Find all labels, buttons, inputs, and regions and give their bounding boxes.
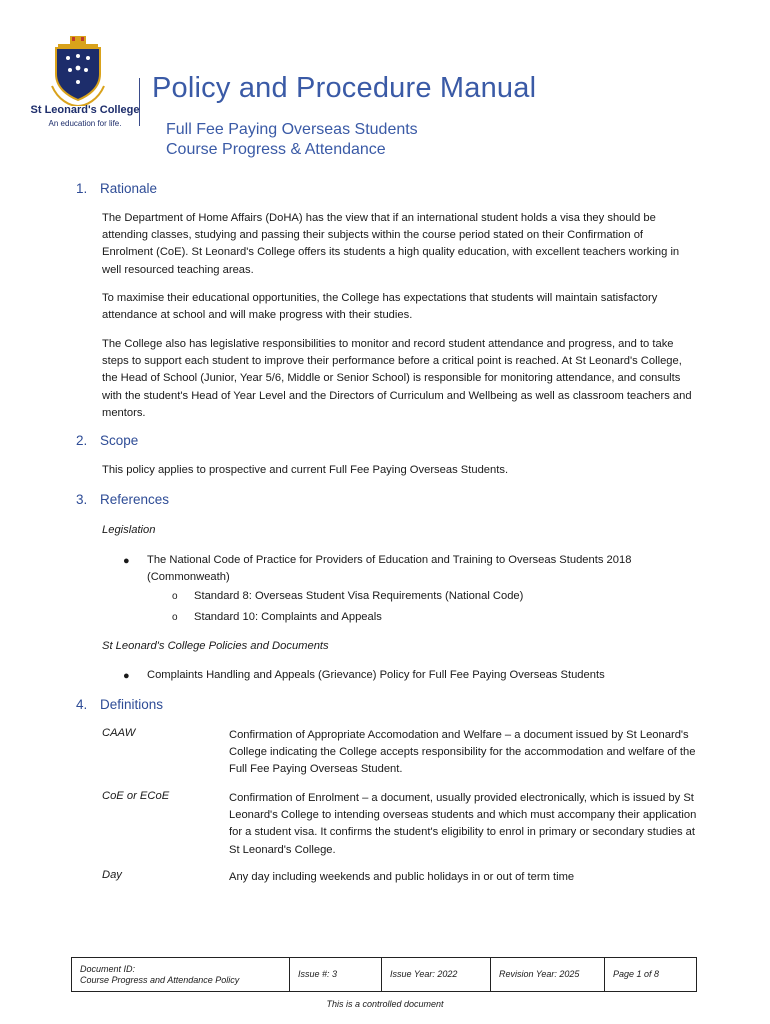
policies-label: St Leonard's College Policies and Documents bbox=[102, 640, 329, 652]
section-title: Definitions bbox=[100, 697, 164, 712]
section-heading-definitions bbox=[76, 697, 163, 712]
subtitle-line-1: Full Fee Paying Overseas Students bbox=[166, 121, 418, 138]
sub-bullet-icon: o bbox=[172, 591, 178, 602]
rationale-paragraph-2: To maximise their educational opportunities, the College has expectations that students will maintain satisfactory attendance at school and will make progress with their studies. bbox=[102, 292, 658, 322]
section-number: 4. bbox=[76, 697, 88, 712]
section-heading-references bbox=[76, 492, 169, 507]
subtitle-line-2: Course Progress & Attendance bbox=[166, 141, 386, 158]
section-title: Rationale bbox=[100, 181, 158, 196]
legislation-sub-item-2: Standard 10: Complaints and Appeals bbox=[194, 611, 382, 623]
definition-text-coe: Confirmation of Enrolment – a document, usually provided electronically, which is issued by St Leonard's College to intending overseas students and which must accompany their application for a student visa. It confirms the student's eligibility to enrol in primary or secondary studies at St Leonard's College. bbox=[229, 792, 697, 856]
section-title: Scope bbox=[100, 433, 139, 448]
footer-doc-id-value: Course Progress and Attendance Policy bbox=[80, 974, 240, 985]
footer-page-number: Page 1 of 8 bbox=[605, 958, 697, 992]
section-heading-scope bbox=[76, 433, 138, 448]
legislation-label: Legislation bbox=[102, 524, 156, 536]
header-divider bbox=[139, 78, 140, 126]
section-number: 1. bbox=[76, 181, 88, 196]
footer-issue-year: Issue Year: 2022 bbox=[382, 958, 491, 992]
rationale-paragraph-3: The College also has legislative responsibilities to monitor and record student attendance and progress, and to take steps to support each student to improve their performance before a critical point is reached. At St Leonard's College, the Head of School (Junior, Year 5/6, Middle or Senior School) is responsible for monitoring attendance, and consults with the student's Head of Year Level and the Directors of Curriculum and Wellbeing as well as classroom teachers and mentors. bbox=[102, 338, 692, 419]
definition-term-caaw: CAAW bbox=[102, 727, 136, 739]
document-footer-table bbox=[71, 957, 697, 992]
rationale-paragraph-1: The Department of Home Affairs (DoHA) has the view that if an international student holds a visa they should be attending classes, studying and passing their subjects within the course period stated on their Confirmation of Enrolment (CoE). St Leonard's College offers its students a high quality education, with excellent teachers working in well resourced teaching areas. bbox=[102, 212, 680, 276]
legislation-item: The National Code of Practice for Providers of Education and Training to Overseas Students 2018 (Commonweath) bbox=[147, 554, 632, 584]
page-subtitle bbox=[166, 120, 418, 160]
definition-term-day: Day bbox=[102, 869, 122, 881]
section-number: 2. bbox=[76, 433, 88, 448]
footer-document-id bbox=[72, 958, 290, 992]
section-number: 3. bbox=[76, 492, 88, 507]
sub-bullet-icon: o bbox=[172, 612, 178, 623]
college-crest-icon bbox=[48, 34, 108, 106]
controlled-document-note: This is a controlled document bbox=[326, 999, 444, 1009]
college-tagline: An education for life. bbox=[48, 119, 122, 128]
legislation-sub-item-1: Standard 8: Overseas Student Visa Requirements (National Code) bbox=[194, 590, 524, 602]
bullet-icon: ● bbox=[123, 670, 130, 682]
page-title: Policy and Procedure Manual bbox=[152, 72, 537, 104]
footer-doc-id-label: Document ID: bbox=[80, 963, 136, 974]
bullet-icon: ● bbox=[123, 555, 130, 567]
policies-item: Complaints Handling and Appeals (Grievance) Policy for Full Fee Paying Overseas Students bbox=[147, 669, 605, 681]
footer-revision-year: Revision Year: 2025 bbox=[491, 958, 605, 992]
footer-issue-number: Issue #: 3 bbox=[290, 958, 382, 992]
college-name: St Leonard's College bbox=[30, 104, 140, 116]
section-heading-rationale bbox=[76, 181, 157, 196]
definition-text-caaw: Confirmation of Appropriate Accomodation and Welfare – a document issued by St Leonard's College indicating the College accepts responsibility for the accommodation and welfare of the Full Fee Paying Overseas Student. bbox=[229, 729, 696, 776]
section-title: References bbox=[100, 492, 170, 507]
definition-text-day: Any day including weekends and public holidays in or out of term time bbox=[229, 871, 575, 883]
definition-term-coe: CoE or ECoE bbox=[102, 790, 170, 802]
scope-paragraph: This policy applies to prospective and current Full Fee Paying Overseas Students. bbox=[102, 464, 509, 476]
